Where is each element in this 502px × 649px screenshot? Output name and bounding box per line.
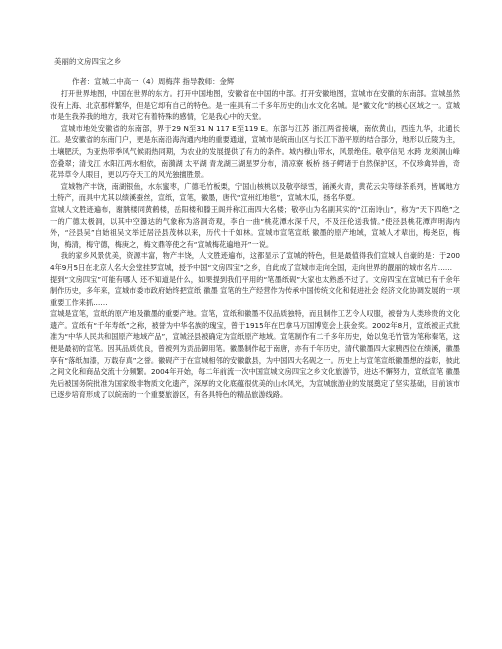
- document-page: [50, 56, 460, 401]
- paragraph-pride: 我的家乡风景优美，资源丰富，物产丰饶，人文胜迹遍布，这都显示了宣城的特色，但是最值得我们宣城人自豪的是：于2004年9月5日在北京人名大会堂挂罗宣城，授予中国“文房四宝”之乡，自此成了宣城市走向全国，走向世界的靓丽的城市名片……: [50, 251, 460, 272]
- paragraph-products: 宣城物产丰饶，南湖银鱼，水东蜜枣，广德毛竹板栗，宁国山核桃以及敬亭绿雪，涌溪火青，黄花云尖等绿茶系列，皆属地方土特产，而具中尤其以绩溪蚕丝，宣纸，宣笔，徽墨，唐代“宣州红地毯”，宣城木瓜，扬名华夏。: [50, 181, 460, 203]
- paragraph-culture: 宣城人文胜迹遍布，谢朓楼同黄鹤楼，岳阳楼和滕王阁并称江南四大名楼；敬亭山为名副其实的“江南诗山”，称为“天下四绝”之一的广德太极洞，以其中空瀑达的气象称为洛洞奇观，李白一曲“桃花潭水深千尺，不及汪伦送我情。”使泾县桃花潭声明海内外，“泾县吴”自始祖吴文举迁居泾县茂林以来，历代十千如林。宣城市宣笔宣纸 徽墨的原产地域，宣城人才辈出，梅尧臣，梅询，梅清，梅守德，梅庚之，梅文鼎等使之有“宣城梅花遍地开”一说。: [50, 204, 460, 249]
- author-byline: 作者：宣城二中高一（4）周梅萍 指导教师：金辉: [72, 77, 235, 86]
- paragraph-four-treasures: 提到“文房四宝”可能有哪人 还不知道是什么，如果提到我们平用的“笔墨纸砚”大家也太熟悉不过了。文房四宝在宣城已有千余年制作历史，多年来，宣城市委市政府始终把宣纸 徽墨 宣笔的生产经营作为传承中国传统文化和促进社会 经济文化协调发展的一项重要工作来抓……: [50, 274, 460, 307]
- paragraph-geography: 宣城市地处安徽省的东南部，界于29 N至31 N 117 E至119 E。东部与江苏 浙江两省接壤，南依黄山，西连九华，北通长江。是安徽省的东南门户，更是东南沿海沟通内地的重要通道，宣城市是皖南山区与长江下游平原的结合部分，地形以丘陵为主，土壤肥沃，为亚热带季风气候雨热同期，为农业的发展提供了有力的条件。城内穆山带水，风景绝佳。敬亭信见 水跨 龙须洞山峰峦叠翠；清戈江 水阳江两水相依，南漪湖 太平湖 青龙湖三湖星罗分布，清凉寮 板桥 扬子鳄诸于自然保护区，不仅珍禽异兽，奇花异草令人眼目，更以巧夺天工的风光独擅胜景。: [50, 123, 460, 180]
- paragraph-history: 宣城是宣笔，宣纸的原产地及徽墨的重要产地。宣笔，宣纸和徽墨不仅品质独特，而且制作工艺令人叹服，被誉为人类珍贵的文化遗产。宣纸有“千年寿纸”之称，被誉为中华名族的瑰宝，曾于1915年在巴拿马万国博览会上获金奖。2002年8月，宣纸被正式批准为“中华人民共和国原产地域产品”，宣城泾县被确定为宣纸原产地域。宣笔制作有二千多年历史，始以兔毛竹管为笔称秦笔，这便是最初的宣笔。因其品质优良，曾被列为贡品御用笔。徽墨制作起于南唐，亦有千年历史，清代徽墨四大家胰西位在绩溪，徽墨享有“落纸加漆，万载存真”之誉。徽砚产于在宣城相邻的安徽歙县，为中国四大名砚之一。历史上与宣笔宣纸徽墨想的益彰，彼此之间文化和商品交流十分频繁。2004年开始，每二年前流一次中国宣城文房四宝之乡文化旅游节，进达不懈努力，宣纸宣笔 徽墨先后被国务院批准为国家级非物质文化遗产，深厚的文化底蕴很优美的山水风光，为宣城旅游业的发展奠定了坚实基础，目前该市已逐步培育形成了以皖南的一个重要旅游区，有各具特色的精品旅游线路。: [50, 309, 460, 400]
- document-body: [50, 88, 460, 401]
- paragraph-intro: 打开世界地图，中国在世界的东方。打开中国地图，安徽省在中国的中部。打开安徽地图，宣城市在安徽的东南部。宣城虽然没有上海、北京那样繁华，但是它却有自己的特色。是一座具有二千多年历史的山水文化名城。是“徽文化”的核心区域之一。宣城市是生我养我的地方，我对它有着特殊的感情，它是我心中的天堂。: [50, 89, 460, 122]
- document-title: 美丽的文房四宝之乡: [54, 57, 122, 66]
